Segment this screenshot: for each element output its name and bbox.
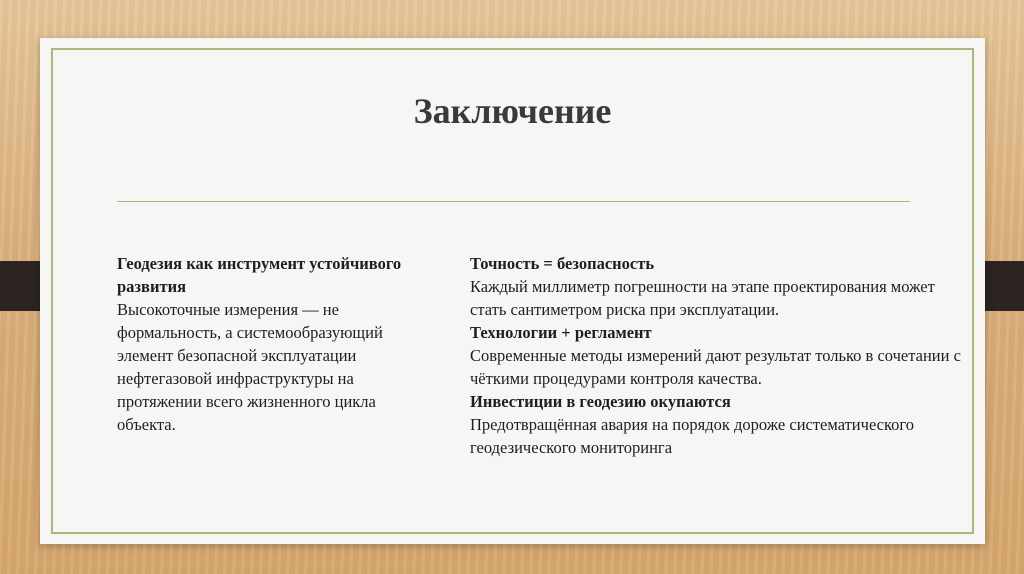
left-column <box>117 252 407 436</box>
slide-title: Заключение <box>413 91 612 131</box>
point-text-investment: Предотвращённая авария на порядок дороже систематического геодезического мониторинга <box>470 415 915 457</box>
slide-card <box>40 38 985 544</box>
title-divider <box>117 201 910 202</box>
right-column <box>470 252 970 459</box>
left-column-text: Высокоточные измерения — не формальность, а системообразующий элемент безопасной эксплуатации нефтегазовой инфраструктуры на протяжении всего жизненного цикла объекта. <box>117 300 383 434</box>
point-text-technology: Современные методы измерений дают результат только в сочетании с чёткими процедурами контроля качества. <box>470 346 961 388</box>
point-heading-accuracy: Точность = безопасность <box>470 254 655 273</box>
point-heading-investment: Инвестиции в геодезию окупаются <box>470 392 731 411</box>
left-column-heading: Геодезия как инструмент устойчивого развития <box>117 254 402 296</box>
point-heading-technology: Технологии + регламент <box>470 323 652 342</box>
point-text-accuracy: Каждый миллиметр погрешности на этапе проектирования может стать сантиметром риска при эксплуатации. <box>470 277 935 319</box>
